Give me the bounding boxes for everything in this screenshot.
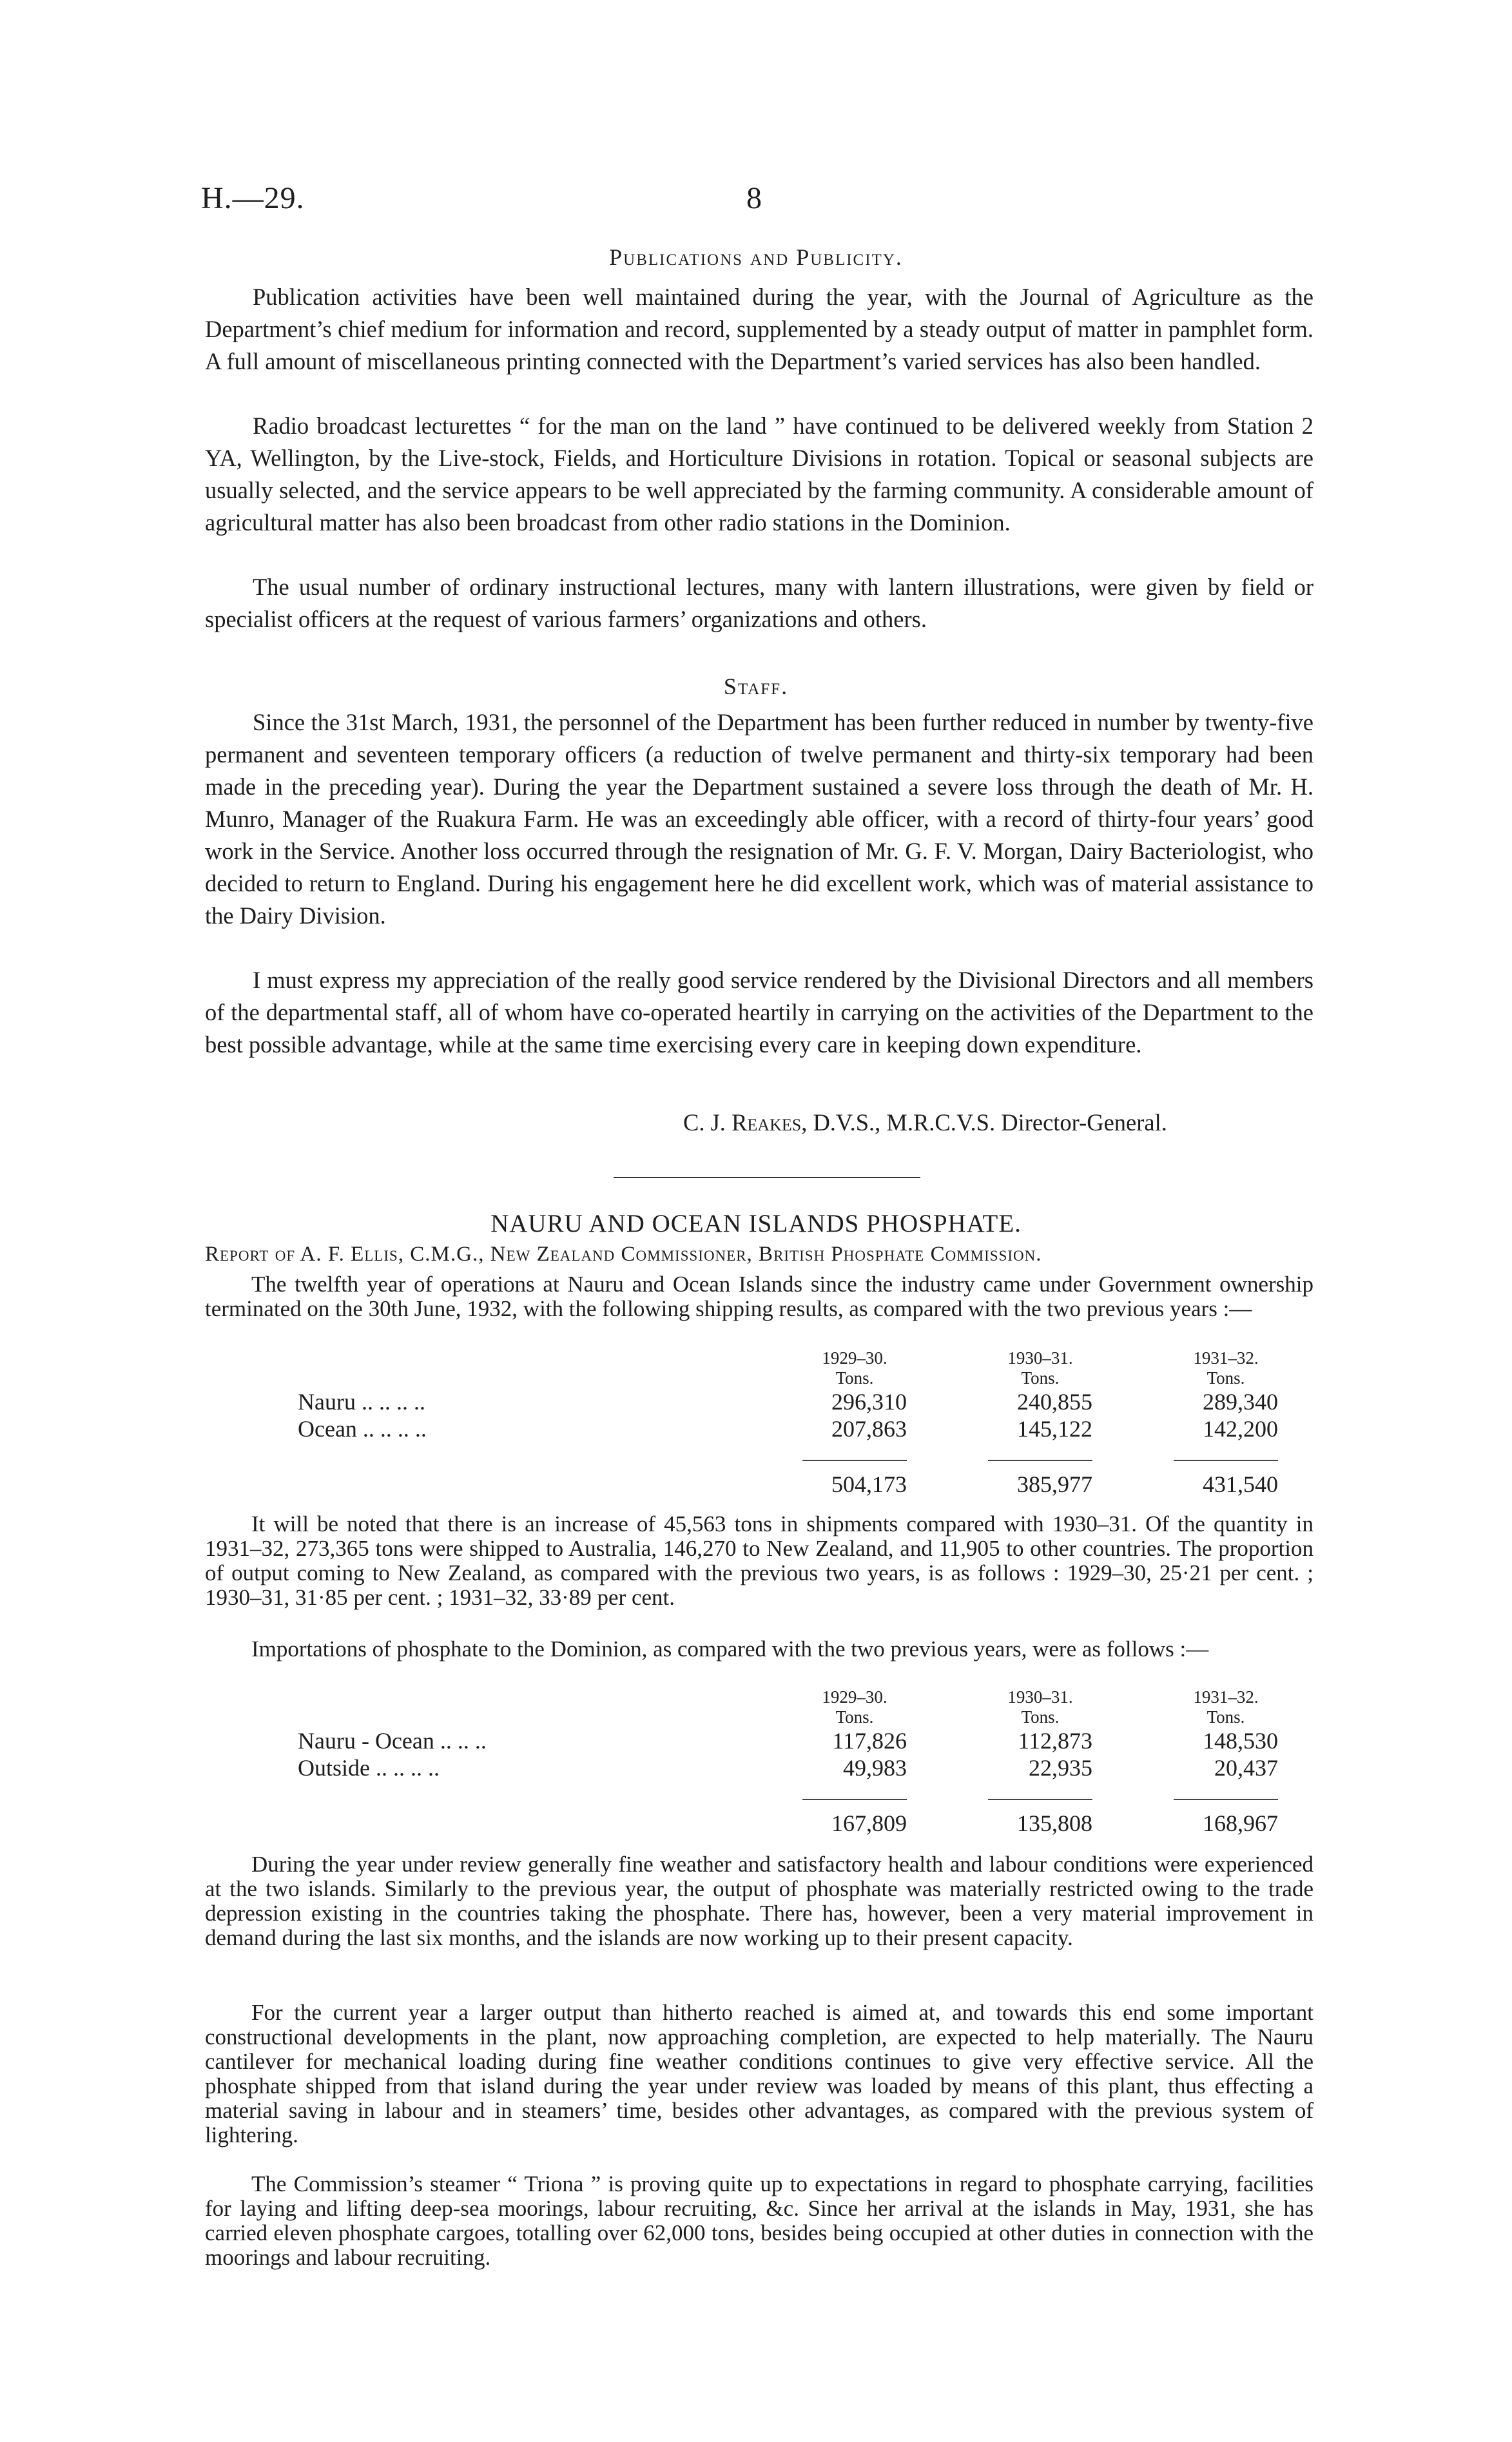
table1-cell: 296,310 [831,1389,907,1415]
table1-cell: 240,855 [1017,1389,1092,1415]
table2-row-label-outside: Outside .. .. .. .. [298,1755,440,1781]
table2-unit: Tons. [835,1707,874,1727]
table2-year-3: 1931–32. [1193,1687,1259,1707]
signature-suffix: , D.V.S., M.R.C.V.S. Director-General. [801,1109,1167,1136]
table-total-row [298,1469,1319,1498]
table1-year-3: 1931–32. [1193,1348,1259,1368]
table1-unit: Tons. [1021,1368,1060,1388]
table1-year-2: 1930–31. [1007,1348,1073,1368]
report-subtitle: Report of A. F. Ellis, C.M.G., New Zealand Commissioner, British Phosphate Commission. [205,1243,1042,1266]
importations-table [298,1687,1319,1837]
paragraph-phosphate-6: The Commission’s steamer “ Triona ” is proving quite up to expectations in regard to phosphate carrying, facilities for laying and lifting deep-sea moorings, labour recruiting, &c. Since her arrival at the islands in May, 1931, she has carried eleven phosphate cargoes, totalling over 62,000 tons, besides being occupied at other duties in connection with the moorings and labour recruiting. [205,2171,1313,2270]
table2-cell: 112,873 [1018,1728,1092,1754]
table1-total: 504,173 [831,1471,907,1497]
table2-total: 135,808 [1017,1810,1092,1836]
signature-prefix: C. J. [683,1109,732,1136]
total-rule [1174,1799,1278,1800]
paragraph-phosphate-1: The twelfth year of operations at Nauru and Ocean Islands since the industry came under Government ownership terminated on the 30th June, 1932, with the following shipping results, as compared with the two previous years :— [205,1272,1313,1321]
signature-name: Reakes [732,1109,802,1136]
total-rule [988,1799,1092,1800]
table-row [298,1415,1319,1442]
table2-cell: 117,826 [832,1728,907,1754]
total-rule [802,1460,907,1461]
paragraph-staff-1: Since the 31st March, 1931, the personnel of the Department has been further reduced in number by twenty-five permanent and seventeen temporary officers (a reduction of twelve permanent and thirty-six temporary had been made in the preceding year). During the year the Department sustained a severe loss through the death of Mr. H. Munro, Manager of the Ruakura Farm. He was an exceedingly able officer, with a record of thirty-four years’ good work in the Service. Another loss occurred through the resignation of Mr. G. F. V. Morgan, Dairy Bacteriologist, who decided to return to England. During his engagement here he did excellent work, which was of material assistance to the Dairy Division. [205,709,1313,929]
table2-cell: 148,530 [1203,1728,1278,1754]
table1-total: 431,540 [1203,1471,1278,1497]
paragraph-publications-1: Publication activities have been well maintained during the year, with the Journal of Agriculture as the Department’s chief medium for information and record, supplemented by a steady output of matter in pamphlet form. A full amount of miscellaneous printing connected with the Department’s varied services has also been handled. [205,284,1313,374]
paragraph-phosphate-2: It will be noted that there is an increase of 45,563 tons in shipments compared with 1930–31. Of the quantity in 1931–32, 273,365 tons were shipped to Australia, 146,270 to New Zealand, and 11,905 to other countries. The proportion of output coming to New Zealand, as compared with the previous two years, is as follows : 1929–30, 25·21 per cent. ; 1930–31, 31·85 per cent. ; 1931–32, 33·89 per cent. [205,1511,1313,1610]
table1-cell: 145,122 [1017,1416,1092,1442]
table1-unit: Tons. [835,1368,874,1388]
paragraph-phosphate-3: Importations of phosphate to the Dominion, as compared with the two previous years, were as follows :— [251,1636,1209,1662]
table2-cell: 22,935 [1029,1755,1092,1781]
table1-cell: 207,863 [831,1416,907,1442]
table2-total: 167,809 [831,1810,907,1836]
table-row [298,1388,1319,1415]
report-title: NAURU AND OCEAN ISLANDS PHOSPHATE. [490,1210,1022,1237]
table2-row-label-nauru-ocean: Nauru - Ocean .. .. .. [298,1728,487,1754]
table2-unit: Tons. [1207,1707,1245,1727]
section-divider [614,1177,920,1178]
table2-cell: 49,983 [843,1755,907,1781]
table1-total: 385,977 [1017,1471,1092,1497]
table2-total: 168,967 [1203,1810,1278,1836]
table-row [298,1727,1319,1754]
table1-row-label-nauru: Nauru .. .. .. .. [298,1389,425,1415]
table1-unit: Tons. [1207,1368,1245,1388]
section-heading-publications: Publications and Publicity. [609,244,903,270]
shipping-results-table [298,1348,1319,1498]
table1-year-1: 1929–30. [822,1348,887,1368]
table2-unit: Tons. [1021,1707,1060,1727]
document-reference: H.—29. [201,181,305,215]
table-row [298,1754,1319,1781]
paragraph-phosphate-5: For the current year a larger output than hitherto reached is aimed at, and towards this end some important constructional developments in the plant, now approaching completion, are expected to help materially. The Nauru cantilever for mechanical loading during fine weather conditions continues to give very effective service. All the phosphate shipped from that island during the year under review was loaded by means of this plant, thus effecting a material saving in labour and in steamers’ time, besides other advantages, as compared with the previous system of lightering. [205,2000,1313,2147]
table-total-row [298,1808,1319,1837]
signature-line [683,1109,1167,1136]
paragraph-publications-3: The usual number of ordinary instructional lectures, many with lantern illustrations, were given by field or specialist officers at the request of various farmers’ organizations and others. [205,574,1313,632]
table1-cell: 289,340 [1203,1389,1278,1415]
total-rule [802,1799,907,1800]
section-heading-staff: Staff. [723,673,789,699]
table1-cell: 142,200 [1203,1416,1278,1442]
table2-cell: 20,437 [1214,1755,1278,1781]
table2-year-1: 1929–30. [822,1687,887,1707]
paragraph-publications-2: Radio broadcast lecturettes “ for the man on the land ” have continued to be delivered weekly from Station 2 YA, Wellington, by the Live-stock, Fields, and Horticulture Divisions in rotation. Topical or seasonal subjects are usually selected, and the service appears to be well appreciated by the farming community. A considerable amount of agricultural matter has also been broadcast from other radio stations in the Dominion. [205,412,1313,536]
paragraph-staff-2: I must express my appreciation of the really good service rendered by the Divisional Directors and all members of the departmental staff, all of whom have co-operated heartily in carrying on the activities of the Department to the best possible advantage, while at the same time exercising every care in keeping down expenditure. [205,967,1313,1058]
paragraph-phosphate-4: During the year under review generally fine weather and satisfactory health and labour conditions were experienced at the two islands. Similarly to the previous year, the output of phosphate was materially restricted owing to the trade depression existing in the countries taking the phosphate. There has, however, been a very material improvement in demand during the last six months, and the islands are now working up to their present capacity. [205,1852,1313,1950]
total-rule [1174,1460,1278,1461]
page-number: 8 [746,181,762,215]
table2-year-2: 1930–31. [1007,1687,1073,1707]
table1-row-label-ocean: Ocean .. .. .. .. [298,1416,427,1442]
total-rule [988,1460,1092,1461]
